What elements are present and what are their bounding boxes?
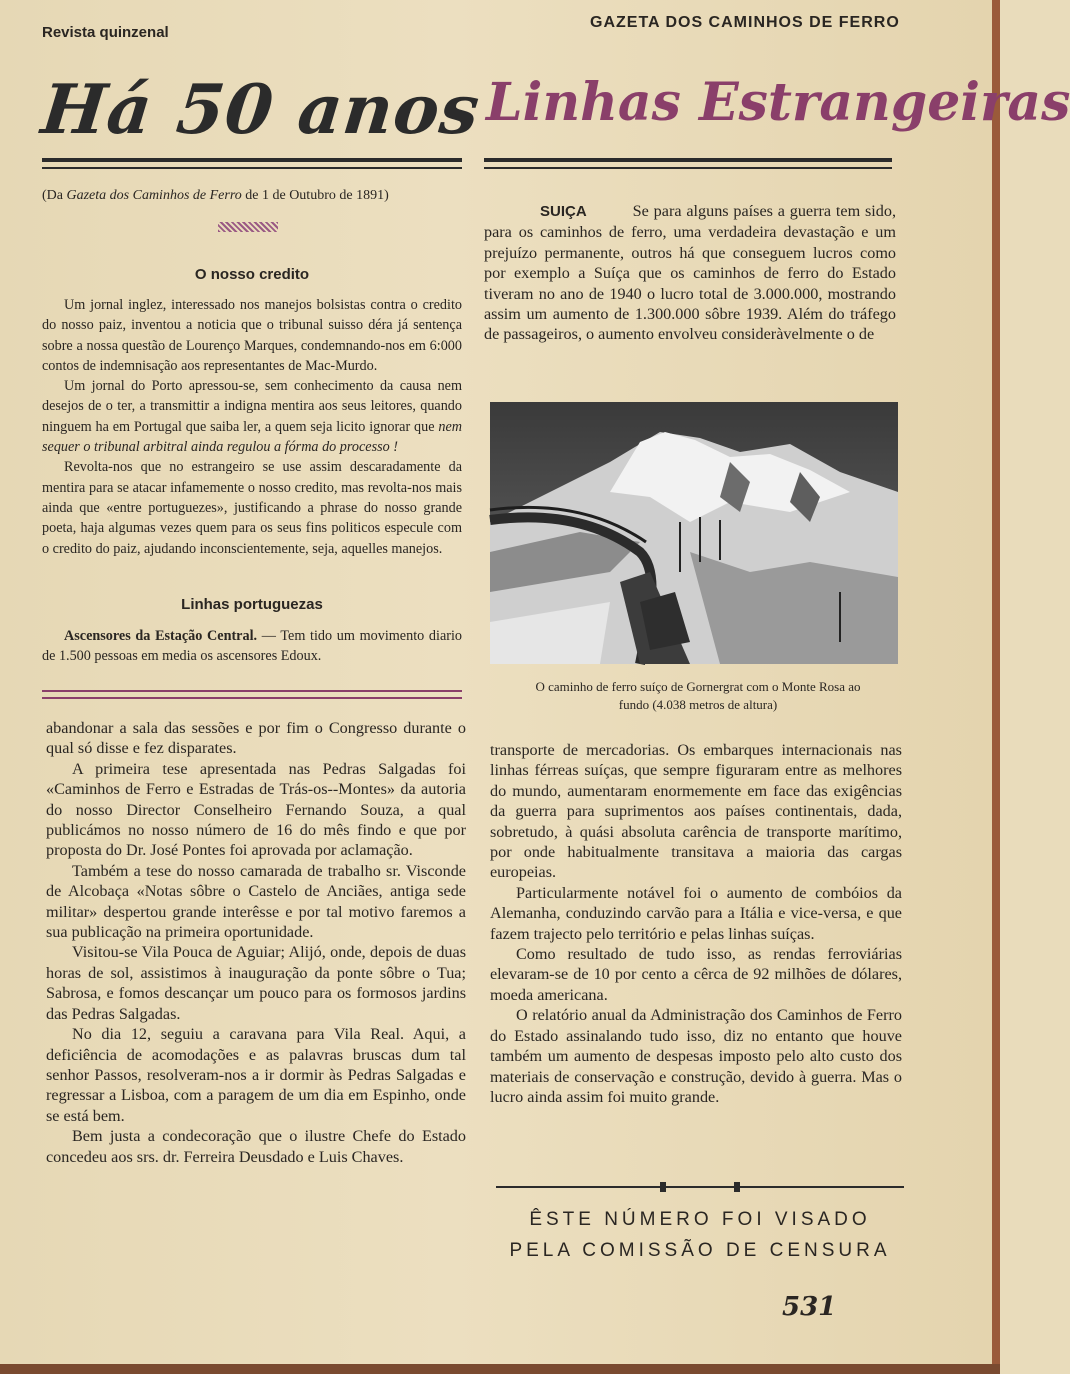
left-lower-article — [46, 718, 466, 1167]
ascensores-paragraph: Ascensores da Estação Central. — Tem tido um movimento diario de 1.500 pessoas em media os ascensores Edoux. — [42, 628, 462, 665]
left-paragraph-5: Bem justa a condecoração que o ilustre Chefe do Estado concedeu aos srs. dr. Ferreira Deusdado e Luis Chaves. — [46, 1127, 466, 1166]
source-note: (Da Gazeta dos Caminhos de Ferro de 1 de Outubro de 1891) — [42, 188, 389, 203]
censor-line-1: ÊSTE NÚMERO FOI VISADO — [529, 1209, 871, 1230]
linhas-portuguezas-text — [42, 626, 462, 667]
header-right: GAZETA DOS CAMINHOS DE FERRO — [590, 14, 900, 31]
left-paragraph-4: No dia 12, seguiu a caravana para Vila Real. Aqui, a deficiência de acomodações e as palavras bruscas dum tal senhor Passos, resolveram-nos a ir dormir às Pedras Salgadas e regressar a Lisboa, com a paragem de um dia em Espinho, onde se está bem. — [46, 1025, 466, 1125]
section-end-rule-2 — [42, 697, 462, 699]
binding-edge — [992, 0, 1000, 1374]
credito-text — [42, 295, 462, 559]
section-end-rule-1 — [42, 690, 462, 692]
right-paragraph-3: O relatório anual da Administração dos Caminhos de Ferro do Estado assinalando tudo isso, diz no entanto que houve também um aumento de despesas imposto pelo alto custo dos materiais de conservação e construção, devido à guerra. Mas o lucro ainda assim foi muito grande. — [490, 1006, 902, 1106]
credito-paragraph-2: Um jornal do Porto apressou-se, sem conhecimento da causa nem desejos de o ter, a transmittir a indigna mentira aos seus leitores, quando ninguem ha em Portugal que saiba ler, a quem seja licito ignorar que nem sequer o tribunal arbitral ainda regulou a fórma do processo ! — [42, 378, 462, 456]
section-title-ha-50-anos: Há 50 anos — [37, 70, 484, 150]
section-ornament — [218, 222, 278, 232]
suica-intro: SUIÇA Se para alguns países a guerra tem sido, para os caminhos de ferro, uma verdadeira devastação e um prejuízo permanente, outros há que conseguem lucros como por exemplo a Suíça que os caminhos de ferro do Estado tiveram no ano de 1940 o lucro total de 3.000.000, mostrando assim um aumento de 1.300.000 sôbre 1939. Além do tráfego de passageiros, o aumento envolveu consideràvelmente o de — [484, 202, 896, 344]
divider-mark-1 — [660, 1182, 666, 1192]
gornergrat-photo — [490, 402, 898, 664]
divider-mark-2 — [734, 1182, 740, 1192]
page-bottom-edge — [0, 1364, 1000, 1374]
credito-paragraph-1: Um jornal inglez, interessado nos manejos bolsistas contra o credito do nosso paiz, inventou a noticia que o tribunal suisso déra já sentença sobre a nossa questão de Lourenço Marques, condemnando-nos em 6:000 contos de indemnisação aos representantes de Mac-Murdo. — [42, 297, 462, 374]
section-title-linhas-estrangeiras: Linhas Estrangeiras — [486, 72, 1070, 133]
left-paragraph-0: abandonar a sala das sessões e por fim o Congresso durante o qual só disse e fez disparates. — [46, 719, 466, 758]
left-paragraph-3: Visitou-se Vila Pouca de Aguiar; Alijó, onde, depois de duas horas de sol, assistimos à inauguração da ponte sôbre o Tua; Sabrosa, e fomos descançar um pouco para os formosos jardins das Pedras Salgadas. — [46, 943, 466, 1023]
censor-divider — [496, 1186, 904, 1188]
heading-nosso-credito: O nosso credito — [194, 266, 310, 283]
left-paragraph-2: Também a tese do nosso camarada de trabalho sr. Visconde de Alcobaça «Notas sôbre o Castelo de Anciães, antiga sede militar» despertou grande interêsse e por tal motivo faremos a sua publicação na primeira oportunidade. — [46, 861, 466, 942]
title-rule-left-thick — [42, 158, 462, 162]
censorship-notice — [494, 1204, 906, 1266]
mountain-railway-image — [490, 402, 898, 664]
censor-line-2: PELA COMISSÃO DE CENSURA — [509, 1240, 891, 1261]
right-paragraph-0: transporte de mercadorias. Os embarques internacionais nas linhas férreas suíças, que sempre figuraram entre as melhores do mundo, aumentaram enormemente em face das exigências da guerra para suprimentos aos países continentais, dada, sobretudo, à quási absoluta carência de transporte marítimo, por onde habitualmente transitava a maioria das cargas europeias. — [490, 741, 902, 882]
country-heading-suica: SUIÇA — [540, 203, 587, 220]
left-paragraph-1: A primeira tese apresentada nas Pedras Salgadas foi «Caminhos de Ferro e Estradas de Trás-os--Montes» da autoria do nosso Director Conselheiro Fernando Souza, a qual publicámos no nosso número de 16 do mês findo e que por proposta do Dr. José Pontes foi aprovada por aclamação. — [46, 759, 466, 860]
suica-continuation — [490, 740, 902, 1107]
right-paragraph-1: Particularmente notável foi o aumento de combóios da Alemanha, conduzindo carvão para a Itália e vice-versa, e que fazem trajecto pelo território e pelas linhas suíças. — [490, 883, 902, 943]
title-rule-left-thin — [42, 167, 462, 169]
credito-paragraph-3: Revolta-nos que no estrangeiro se use assim descaradamente da mentira para se atacar infamemente o nosso credito, mas revolta-nos mais ainda que «entre portuguezes», justificando a phrase do nosso grande poeta, haja algumas vezes quem para os seus fins politicos especule com o credito do paiz, ajudando inconscientemente, seja, aquelles manejos. — [42, 459, 462, 557]
heading-linhas-portuguezas: Linhas portuguezas — [181, 596, 323, 613]
page-number: 531 — [782, 1292, 837, 1322]
title-rule-right-thin — [484, 167, 892, 169]
photo-caption: O caminho de ferro suíço de Gornergrat com o Monte Rosa ao fundo (4.038 metros de altura) — [535, 679, 861, 712]
header-left: Revista quinzenal — [42, 24, 169, 41]
right-paragraph-2: Como resultado de tudo isso, as rendas ferroviárias elevaram-se de 10 por cento a cêrca de 92 milhões de dólares, moeda americana. — [490, 945, 902, 1004]
title-rule-right-thick — [484, 158, 892, 162]
